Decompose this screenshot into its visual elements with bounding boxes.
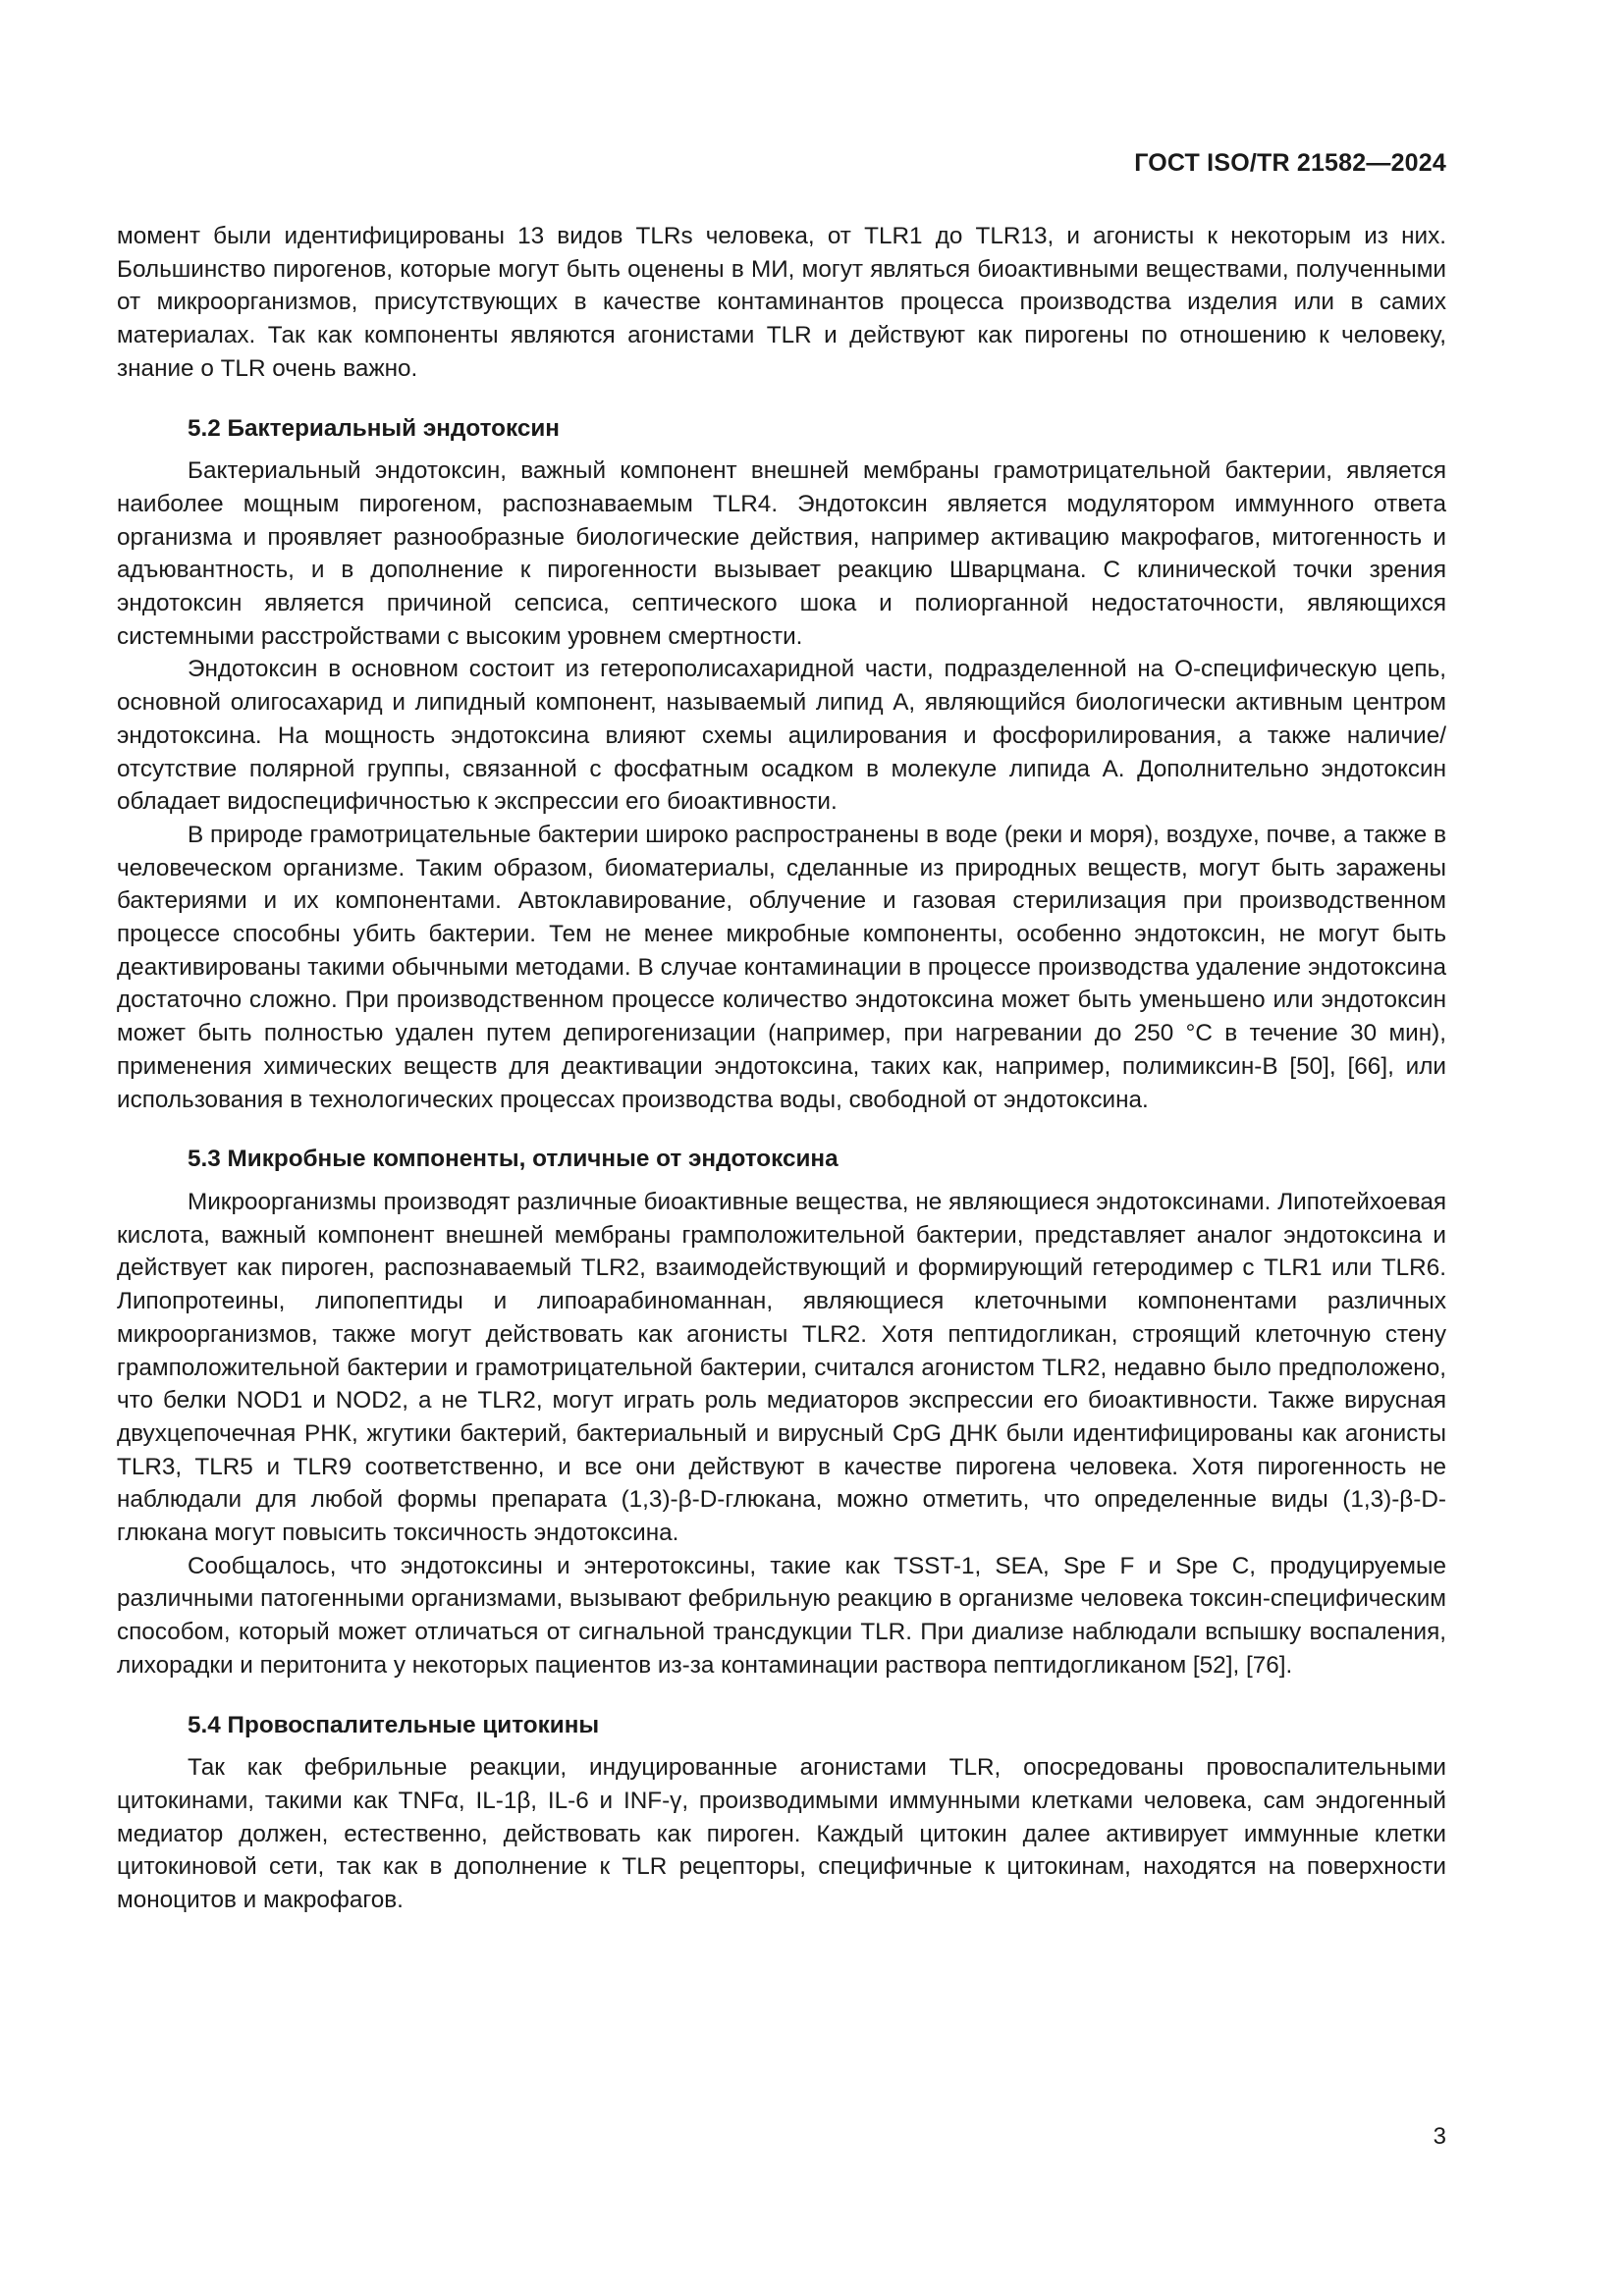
paragraph: В природе грамотрицательные бактерии широко распространены в воде (реки и моря), воздухе, почве, а также в человеческом организме. Таким образом, биоматериалы, сделанные из природных веществ, могут быть заражены бактериями и их компонентами. Автоклавирование, облучение и газовая стерилизация при производственном процессе способны убить бактерии. Тем не менее микробные компоненты, особенно эндотоксин, не могут быть деактивированы такими обычными методами. В случае контаминации в процессе производства удаление эндотоксина достаточно сложно. При производственном процессе количество эндотоксина может быть уменьшено или эндотоксин может быть полностью удален путем депирогенизации (например, при нагревании до 250 °С в течение 30 мин), применения химических веществ для деактивации эндотоксина, таких как, например, полимиксин-В [50], [66], или использования в технологических процессах производства воды, свободной от эндотоксина. — [117, 821, 1446, 1113]
running-header: ГОСТ ISO/TR 21582—2024 — [1134, 149, 1446, 177]
paragraph: Микроорганизмы производят различные биоактивные вещества, не являющиеся эндотоксинами. Липотейхоевая кислота, важный компонент внешней мембраны грамположительной бактерии, представляет аналог эндотоксина и действует как пироген, распознаваемый TLR2, взаимодействующий и формирующий гетеродимер с TLR1 или TLR6. Липопротеины, липопептиды и липоарабиноманнан, являющиеся клеточными компонентами различных микроорганизмов, также могут действовать как агонисты TLR2. Хотя пептидогликан, строящий клеточную стену грамположительной бактерии и грамотрицательной бактерии, считался агонистом TLR2, недавно было предположено, что белки NOD1 и NOD2, а не TLR2, могут играть роль медиаторов экспрессии его биоактивности. Также вирусная двухцепочечная РНК, жгутики бактерий, бактериальный и вирусный CpG ДНК были идентифицированы как агонисты TLR3, TLR5 и TLR9 соответственно, и все они действуют в качестве пирогена человека. Хотя пирогенность не наблюдали для любой формы препарата (1,3)-β-D-глюкана, можно отметить, что определенные виды (1,3)-β-D-глюкана могут повысить токсичность эндотоксина. — [117, 1188, 1446, 1547]
intro-paragraph: момент были идентифицированы 13 видов TLRs человека, от TLR1 до TLR13, и агонисты к некоторым из них. Большинство пирогенов, которые могут быть оценены в МИ, могут являться биоактивными веществами, полученными от микроорганизмов, присутствующих в качестве контаминантов процесса производства изделия или в самих материалах. Так как компоненты являются агонистами TLR и действуют как пирогены по отношению к человеку, знание о TLR очень важно. — [117, 223, 1446, 382]
section-heading-5-3: 5.3 Микробные компоненты, отличные от эндотоксина — [188, 1146, 839, 1173]
paragraph: Эндотоксин в основном состоит из гетерополисахаридной части, подразделенной на О-специфическую цепь, основной олигосахарид и липидный компонент, называемый липид А, являющийся биологически активным центром эндотоксина. На мощность эндотоксина влияют схемы ацилирования и фосфорилирования, а также наличие/отсутствие полярной группы, связанной с фосфатным осадком в молекуле липида А. Дополнительно эндотоксин обладает видоспецифичностью к экспрессии его биоактивности. — [117, 656, 1446, 816]
section-heading-5-2: 5.2 Бактериальный эндотоксин — [188, 414, 560, 442]
paragraph: Бактериальный эндотоксин, важный компонент внешней мембраны грамотрицательной бактерии, является наиболее мощным пирогеном, распознаваемым TLR4. Эндотоксин является модулятором иммунного ответа организма и проявляет разнообразные биологические действия, например активацию макрофагов, митогенность и адъювантность, и в дополнение к пирогенности вызывает реакцию Шварцмана. С клинической точки зрения эндотоксин является причиной сепсиса, септического шока и полиорганной недостаточности, являющихся системными расстройствами с высоким уровнем смертности. — [117, 457, 1446, 650]
page-number: 3 — [1433, 2123, 1446, 2150]
section-heading-5-4: 5.4 Провоспалительные цитокины — [188, 1711, 600, 1738]
document-page — [117, 0, 1446, 2296]
paragraph: Сообщалось, что эндотоксины и энтеротоксины, такие как TSST-1, SEA, Spe F и Spe C, продуцируемые различными патогенными организмами, вызывают фебрильную реакцию в организме человека токсин-специфическим способом, который может отличаться от сигнальной трансдукции TLR. При диализе наблюдали вспышку воспаления, лихорадки и перитонита у некоторых пациентов из-за контаминации раствора пептидогликаном [52], [76]. — [117, 1552, 1446, 1679]
body-text — [117, 220, 1446, 1917]
paragraph: Так как фебрильные реакции, индуцированные агонистами TLR, опосредованы провоспалительными цитокинами, такими как TNFα, IL-1β, IL-6 и INF-γ, производимыми иммунными клетками человека, сам эндогенный медиатор должен, естественно, действовать как пироген. Каждый цитокин далее активирует иммунные клетки цитокиновой сети, так как в дополнение к TLR рецепторы, специфичные к цитокинам, находятся на поверхности моноцитов и макрофагов. — [117, 1754, 1446, 1914]
